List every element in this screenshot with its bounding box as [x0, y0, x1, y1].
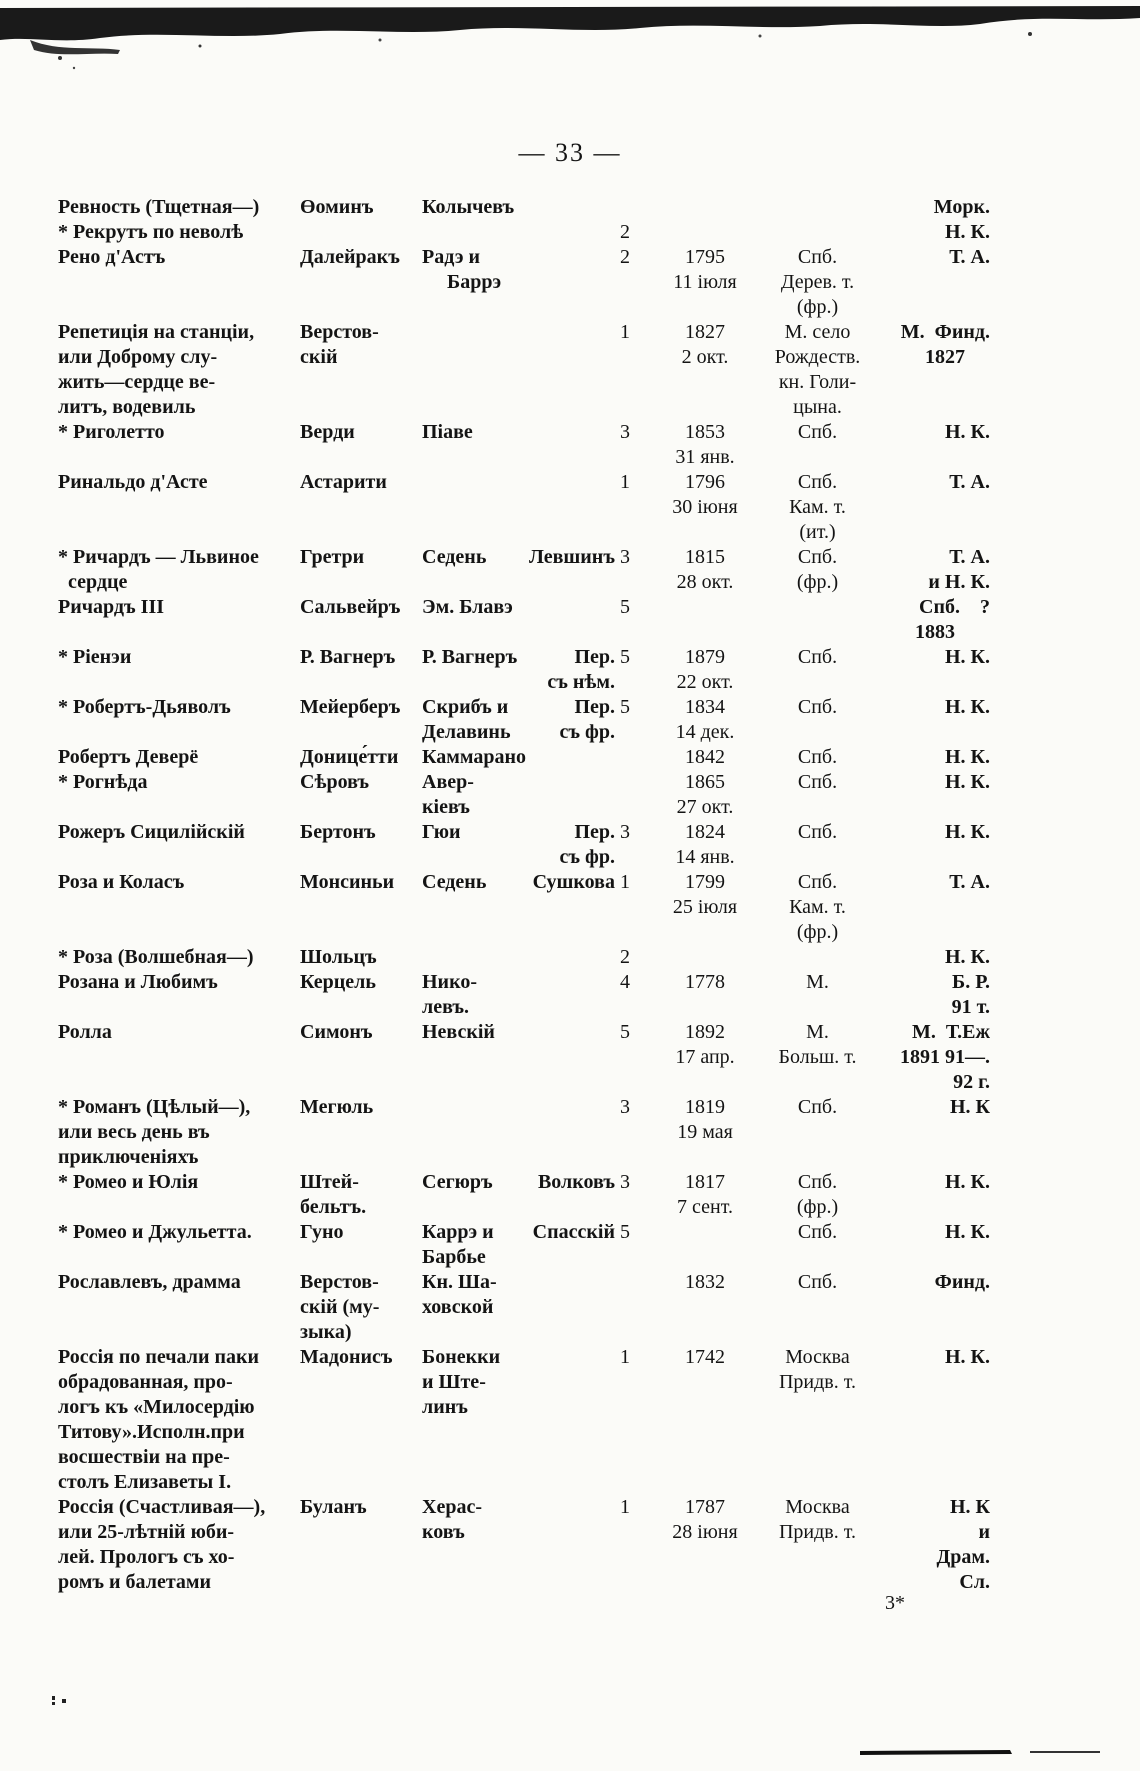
table-row [0, 545, 1140, 595]
cell-place: Спб. [797, 1096, 838, 1118]
cell-librettist: Нико- левъ. [422, 971, 477, 1018]
cell-source: Н. К. [944, 1171, 990, 1193]
cell-acts: 3 [620, 546, 630, 568]
cell-title: * Робертъ-Дьяволъ [58, 696, 231, 718]
cell-source: М. Финд. 1827 [900, 321, 990, 368]
cell-librettist: Каммарано [422, 746, 526, 768]
cell-acts: 2 [620, 246, 630, 268]
cell-source: Н. К. [944, 421, 990, 443]
cell-title: Робертъ Деверё [58, 746, 199, 768]
table-row [0, 595, 1140, 645]
cell-translator: Левшинъ [528, 546, 615, 568]
cell-title: Репетиція на станціи, или Доброму слу- жить—сердце ве- литъ, водевиль [58, 321, 255, 418]
cell-place: М. село Рождеств. кн. Голи- цына. [774, 321, 861, 418]
cell-date: 1879 22 окт. [676, 646, 734, 693]
cell-title: Ревность (Тщетная—) [58, 196, 260, 218]
cell-acts: 3 [620, 421, 630, 443]
cell-date: 1842 [685, 746, 725, 768]
table-row [0, 770, 1140, 820]
cell-composer: Верстов- скій (му- зыка) [300, 1271, 380, 1343]
cell-composer: Шольцъ [300, 946, 377, 968]
table-row [0, 420, 1140, 470]
cell-date: 1778 [685, 971, 725, 993]
table-row [0, 1020, 1140, 1095]
table-row [0, 220, 1140, 245]
cell-title: Ролла [58, 1021, 112, 1043]
cell-librettist: Херас- ковъ [422, 1496, 482, 1543]
cell-date: 1824 14 янв. [675, 821, 735, 868]
cell-date: 1817 7 сент. [677, 1171, 733, 1218]
cell-librettist: Седень [422, 871, 487, 893]
table-row [0, 1095, 1140, 1170]
cell-place: М. [806, 971, 829, 993]
cell-source: Н. К. [944, 746, 990, 768]
cell-composer: Керцель [300, 971, 376, 993]
cell-composer: Мадонисъ [300, 1346, 393, 1368]
table-row [0, 1220, 1140, 1270]
cell-place: Спб. Кам. т. (фр.) [789, 871, 846, 943]
cell-place: Спб. (фр.) [796, 546, 839, 593]
cell-title: * Ричардъ — Львиное сердце [58, 546, 259, 593]
cell-composer: Гуно [300, 1221, 344, 1243]
table-row [0, 945, 1140, 970]
cell-librettist: Кн. Ша- ховской [422, 1271, 497, 1318]
cell-acts: 5 [620, 646, 630, 668]
cell-composer: Далейракъ [300, 246, 400, 268]
cell-date: 1742 [685, 1346, 725, 1368]
cell-source: Н. К. [944, 946, 990, 968]
cell-composer: Монсиньи [300, 871, 395, 893]
cell-place: Спб. [797, 821, 838, 843]
torn-top-edge [0, 0, 1140, 72]
cell-composer: Мегюль [300, 1096, 374, 1118]
cell-librettist: Каррэ и Барбье [422, 1221, 494, 1268]
table-row [0, 320, 1140, 420]
cell-place: Спб. [797, 696, 838, 718]
cell-title: Россія (Счастливая—), или 25-лѣтній юби- лей. Прологъ съ хо- ромъ и балетами [58, 1496, 266, 1593]
cell-composer: Донице́тти [300, 746, 399, 768]
cell-source: Т. А. [949, 871, 990, 893]
cell-librettist: Піаве [422, 421, 473, 443]
cell-date: 1832 [685, 1271, 725, 1293]
sheet-signature: 3* [885, 1592, 905, 1614]
cell-place: М. Больш. т. [778, 1021, 857, 1068]
cell-title: * Риголетто [58, 421, 165, 443]
cell-date: 1815 28 окт. [676, 546, 734, 593]
table-row [0, 1345, 1140, 1495]
cell-librettist: Р. Вагнеръ [422, 646, 518, 668]
cell-source: Б. Р. 91 т. [951, 971, 990, 1018]
cell-date: 1892 17 апр. [675, 1021, 735, 1068]
cell-source: Н. К. [944, 646, 990, 668]
cell-source: Н. К [949, 1096, 990, 1118]
table-row [0, 970, 1140, 1020]
cell-translator: Волковъ [537, 1171, 615, 1193]
cell-source: Н. К и Драм. Сл. [936, 1496, 990, 1593]
cell-place: Спб. [797, 771, 838, 793]
cell-acts: 5 [620, 1221, 630, 1243]
cell-acts: 1 [620, 1346, 630, 1368]
cell-composer: Сальвейръ [300, 596, 401, 618]
cell-place: Москва Придв. т. [778, 1496, 856, 1543]
cell-translator: Сушкова [532, 871, 615, 893]
cell-librettist: Скрибъ и Делавинь [422, 696, 511, 743]
cell-place: Спб. [797, 1221, 838, 1243]
cell-source: Н. К. [944, 696, 990, 718]
cell-place: Спб. [797, 646, 838, 668]
cell-date: 1827 2 окт. [681, 321, 729, 368]
page-number: — 33 — [518, 138, 622, 167]
cell-title: Рославлевъ, драмма [58, 1271, 241, 1293]
cell-source: Н. К. [944, 221, 990, 243]
cell-librettist: Авер- кіевъ [422, 771, 474, 818]
cell-librettist: Бонекки и Ште- линъ [422, 1346, 501, 1418]
cell-librettist: Эм. Блавэ [422, 596, 513, 618]
cell-source: Н. К. [944, 821, 990, 843]
cell-source: Т. А. [949, 471, 990, 493]
cell-composer: Верстов- скій [300, 321, 379, 368]
table-row [0, 745, 1140, 770]
cell-date: 1795 11 іюля [673, 246, 737, 293]
cell-place: Спб. [797, 421, 838, 443]
cell-composer: Астарити [300, 471, 387, 493]
cell-librettist: Колычевъ [422, 196, 515, 218]
cell-title: * Романъ (Цѣлый—), или весь день въ приключеніяхъ [58, 1096, 251, 1168]
cell-title: Роза и Коласъ [58, 871, 185, 893]
table-row [0, 1170, 1140, 1220]
table-row [0, 1495, 1140, 1595]
cell-source: Морк. [933, 196, 990, 218]
cell-acts: 5 [620, 696, 630, 718]
cell-place: Спб. Кам. т. (ит.) [789, 471, 846, 543]
cell-title: Ричардъ III [58, 596, 165, 618]
cell-date: 1796 30 іюня [672, 471, 738, 518]
cell-source: Н. К. [944, 1346, 990, 1368]
cell-title: * Рекрутъ по неволѣ [58, 221, 244, 243]
cell-translator: Пер. съ фр. [559, 821, 615, 868]
cell-translator: Спасскій [532, 1221, 615, 1243]
cell-composer: Штей- бельтъ. [300, 1171, 367, 1218]
cell-acts: 3 [620, 1171, 630, 1193]
cell-acts: 4 [620, 971, 630, 993]
cell-librettist: Радэ и Баррэ [422, 246, 502, 293]
cell-source: Т. А. [949, 246, 990, 268]
cell-acts: 1 [620, 471, 630, 493]
cell-composer: Бертонъ [300, 821, 376, 843]
table-row [0, 470, 1140, 545]
cell-title: Рено д'Астъ [58, 246, 166, 268]
cell-source: Финд. [934, 1271, 990, 1293]
cell-title: * Роза (Волшебная—) [58, 946, 254, 968]
cell-acts: 1 [620, 871, 630, 893]
cell-place: Москва Придв. т. [778, 1346, 856, 1393]
cell-composer: Сѣровъ [300, 771, 370, 793]
cell-librettist: Невскій [422, 1021, 495, 1043]
cell-composer: Мейерберъ [300, 696, 401, 718]
cell-composer: Верди [300, 421, 355, 443]
cell-acts: 3 [620, 1096, 630, 1118]
bottom-rule [860, 1748, 1100, 1756]
cell-source: Н. К. [944, 771, 990, 793]
cell-acts: 3 [620, 821, 630, 843]
cell-date: 1787 28 іюня [672, 1496, 738, 1543]
cell-source: Н. К. [944, 1221, 990, 1243]
cell-date: 1819 19 мая [677, 1096, 733, 1143]
table-row [0, 1270, 1140, 1345]
opera-list [0, 195, 1140, 1595]
cell-place: Спб. [797, 1271, 838, 1293]
cell-date: 1799 25 іюля [672, 871, 738, 918]
margin-specks [52, 1690, 92, 1710]
cell-title: * Ромео и Джульетта. [58, 1221, 252, 1243]
cell-source: Т. А. и Н. К. [928, 546, 990, 593]
cell-composer: Симонъ [300, 1021, 373, 1043]
cell-acts: 5 [620, 1021, 630, 1043]
cell-title: * Ромео и Юлія [58, 1171, 199, 1193]
table-row [0, 820, 1140, 870]
table-row [0, 695, 1140, 745]
cell-source: М. Т.Еж 1891 91—. 92 г. [900, 1021, 990, 1093]
table-row [0, 245, 1140, 320]
table-row [0, 645, 1140, 695]
cell-title: * Ріенэи [58, 646, 132, 668]
cell-composer: Гретри [300, 546, 365, 568]
cell-place: Спб. (фр.) [796, 1171, 839, 1218]
cell-title: Ринальдо д'Асте [58, 471, 208, 493]
cell-date: 1834 14 дек. [675, 696, 735, 743]
cell-librettist: Гюи [422, 821, 461, 843]
table-row [0, 870, 1140, 945]
cell-place: Спб. [797, 746, 838, 768]
cell-acts: 5 [620, 596, 630, 618]
cell-title: Рожеръ Сицилійскій [58, 821, 245, 843]
cell-acts: 2 [620, 946, 630, 968]
cell-composer: Өоминъ [300, 196, 374, 218]
cell-librettist: Седень [422, 546, 487, 568]
cell-acts: 2 [620, 221, 630, 243]
cell-acts: 1 [620, 1496, 630, 1518]
cell-composer: Р. Вагнеръ [300, 646, 396, 668]
cell-title: Розана и Любимъ [58, 971, 218, 993]
cell-title: * Рогнѣда [58, 771, 148, 793]
cell-composer: Буланъ [300, 1496, 367, 1518]
cell-title: Россія по печали паки обрадованная, про- логъ къ «Милосердію Титову».Исполн.при восшествіи на пре- столъ Елизаветы I. [58, 1346, 260, 1493]
cell-translator: Пер. съ нѣм. [547, 646, 615, 693]
cell-source: Спб. ? 1883 [915, 596, 990, 643]
table-row [0, 195, 1140, 220]
cell-date: 1865 27 окт. [676, 771, 734, 818]
cell-acts: 1 [620, 321, 630, 343]
cell-librettist: Сегюръ [422, 1171, 493, 1193]
cell-date: 1853 31 янв. [675, 421, 735, 468]
cell-place: Спб. Дерев. т. (фр.) [780, 246, 855, 318]
cell-translator: Пер. съ фр. [559, 696, 615, 743]
